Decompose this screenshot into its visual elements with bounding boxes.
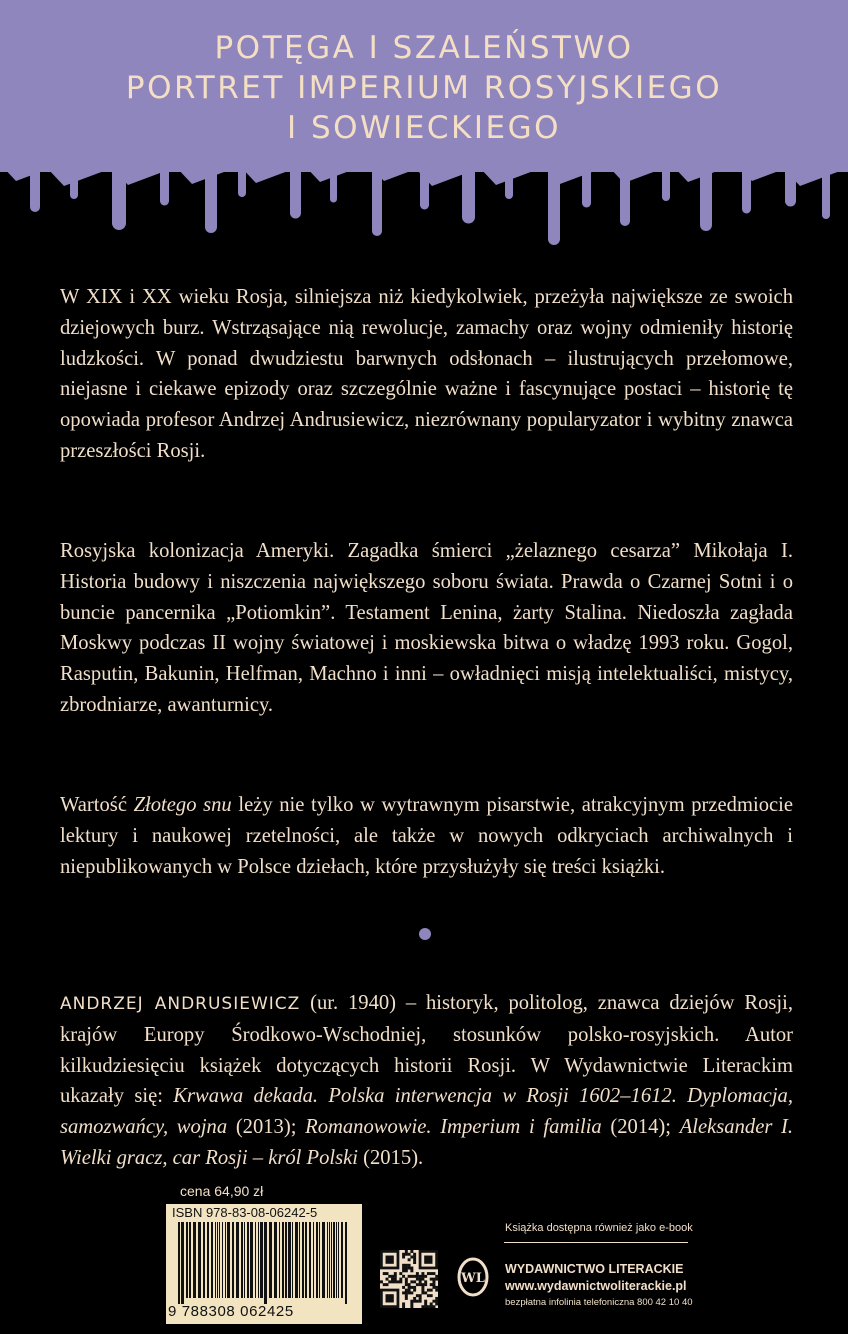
title-line-1: POTĘGA I SZALEŃSTWO bbox=[214, 30, 634, 66]
author-bio bbox=[60, 988, 793, 1174]
ean-digits: 9 788308 062425 bbox=[168, 1303, 294, 1320]
book-title bbox=[0, 28, 848, 148]
ebook-availability-note: Książka dostępna również jako e-book bbox=[505, 1222, 693, 1234]
author-book-3: Aleksander I. Wielki gracz, car Rosji – król Polski bbox=[60, 1116, 794, 1169]
author-book-2: Romanowowie. Imperium i familia bbox=[305, 1116, 602, 1139]
publisher-hotline: bezpłatna infolinia telefoniczna 800 42 10 40 bbox=[505, 1297, 693, 1308]
author-book-1: Krwawa dekada. Polska interwencja w Rosji 1602–1612. Dyplomacja, samozwańcy, wojna bbox=[60, 1085, 793, 1139]
barcode-bars-icon bbox=[176, 1222, 352, 1304]
publisher-name: WYDAWNICTWO LITERACKIE bbox=[505, 1262, 684, 1276]
blurb-paragraph-2: Rosyjska kolonizacja Ameryki. Zagadka śmierci „żelaznego cesarza” Mikołaja I. Historia budowy i niszczenia największego soboru świata. Prawda o Czarnej Sotni i o buncie pancernika „Potiomkin”. Testament Lenina, żarty Stalina. Niedoszła zagłada Moskwy podczas II wojny światowej i moskiewska bitwa o władzę 1993 roku. Gogol, Rasputin, Bakunin, Helfman, Machno i inni – owładnięci misją intelektualiści, mistycy, zbrodniarze, awanturnicy. bbox=[60, 540, 793, 716]
author-name: ANDRZEJ ANDRUSIEWICZ bbox=[60, 994, 301, 1014]
wl-publisher-logo-icon bbox=[456, 1256, 490, 1298]
blurb-paragraph-1: W XIX i XX wieku Rosja, silniejsza niż kiedykolwiek, przeżyła największe ze swoich dziejowych burz. Wstrząsające nią rewolucje, zamachy oraz wojny odmieniły historię ludzkości. W ponad dwudziestu barwnych odsłonach – ilustrujących przełomowe, niejasne i ciekawe epizody oraz szczególnie ważne i fascynujące postaci – historię tę opowiada profesor Andrzej Andrusiewicz, niezrównany popularyzator i wybitny znawca przeszłości Rosji. bbox=[60, 286, 793, 462]
qr-code-icon bbox=[380, 1250, 438, 1308]
title-line-2: PORTRET IMPERIUM ROSYJSKIEGO bbox=[125, 70, 723, 106]
isbn-number: ISBN 978-83-08-06242-5 bbox=[172, 1205, 318, 1220]
header-band bbox=[0, 0, 848, 260]
p3-text-start: Wartość bbox=[60, 794, 134, 816]
isbn-barcode bbox=[166, 1204, 362, 1324]
logo-letters: WL bbox=[461, 1271, 485, 1286]
author-sep-2: (2014); bbox=[601, 1116, 680, 1139]
price-label: cena 64,90 zł bbox=[180, 1183, 264, 1199]
p3-text-end: leży nie tylko w wytrawnym pisarstwie, atrakcyjnym przedmiocie lektury i naukowej rzetelności, ale także w nowych odkryciach archiwalnych i niepublikowanych w Polsce dziełach, które przysłużyły się treści książki. bbox=[60, 794, 794, 878]
book-title-italic: Złotego snu bbox=[133, 794, 232, 816]
publisher-divider bbox=[504, 1242, 688, 1243]
author-sep-1: (2013); bbox=[227, 1116, 306, 1139]
author-sep-3: (2015). bbox=[358, 1146, 424, 1169]
blurb-paragraph-3 bbox=[60, 790, 793, 882]
title-line-3: I SOWIECKIEGO bbox=[286, 110, 562, 146]
section-dot-ornament bbox=[419, 928, 431, 940]
publisher-website: www.wydawnictwoliterackie.pl bbox=[505, 1279, 687, 1293]
author-bio-text: (ur. 1940) – historyk, politolog, znawca dziejów Rosji, krajów Europy Środkowo-Wschodniej, stosunków polsko-rosyjskich. Autor kilkudziesięciu książek dotyczących historii Rosji. W Wydawnictwie Literackim ukazały się: bbox=[60, 992, 793, 1108]
